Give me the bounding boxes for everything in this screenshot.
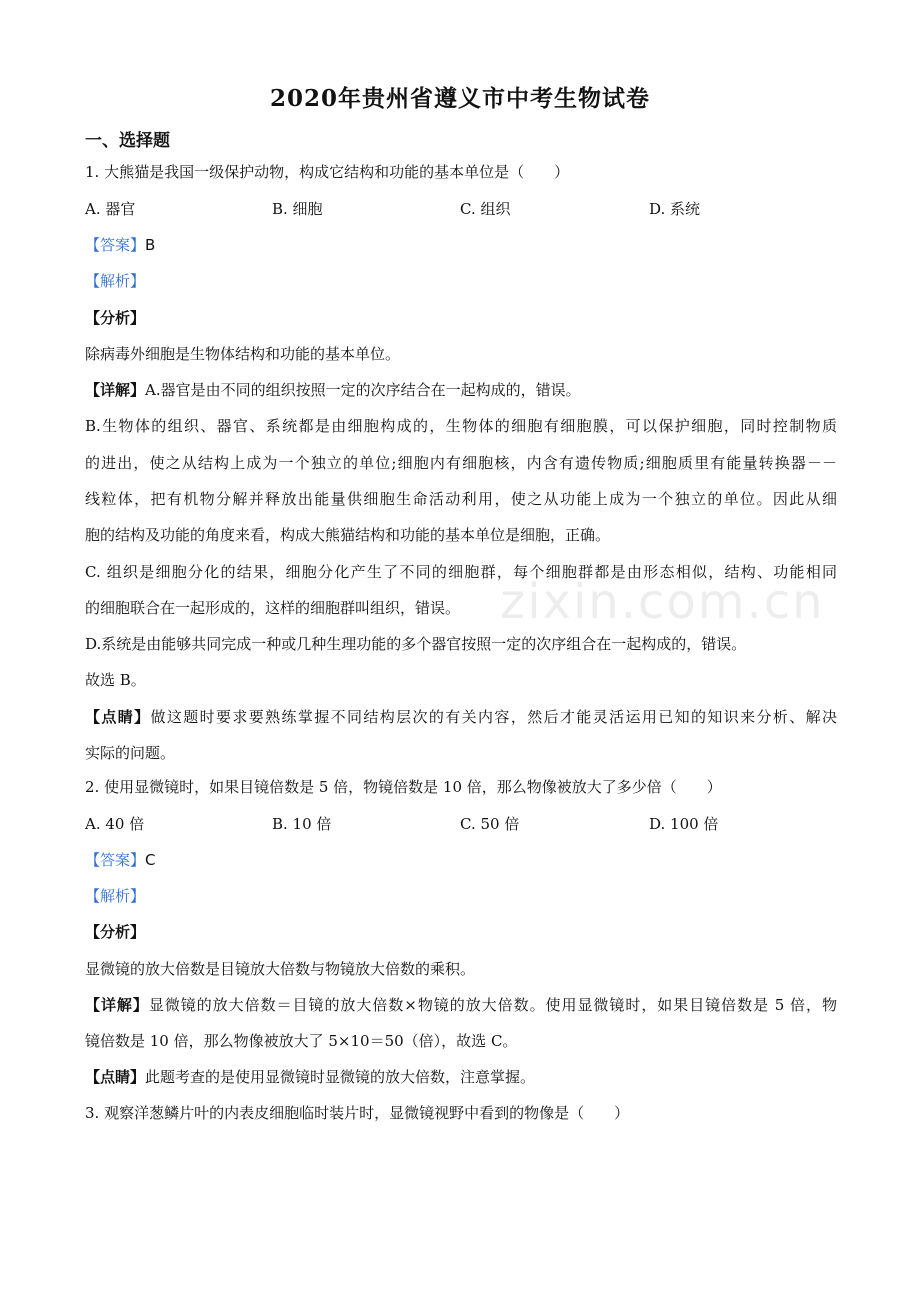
q1-comment-line-1: [85, 706, 837, 728]
q1-option-c: C. 组织: [460, 200, 511, 218]
q2-detail-line-1: [85, 994, 837, 1016]
q1-detail-d: D.系统是由能够共同完成一种或几种生理功能的多个器官按照一定的次序组合在一起构成的，错误。: [85, 635, 747, 653]
q2-option-a: A. 40 倍: [85, 815, 145, 833]
answer-value: B: [145, 236, 156, 254]
q1-detail-c-line-1: C. 组织是细胞分化的结果，细胞分化产生了不同的细胞群，每个细胞群都是由形态相似，结构、功能相同: [85, 563, 837, 581]
q1-fenxi-text: 除病毒外细胞是生物体结构和功能的基本单位。: [85, 345, 401, 363]
comment-label: 【点睛】: [85, 708, 151, 726]
comment-label: 【点睛】: [85, 1068, 146, 1086]
comment-text: 做这题时要求要熟练掌握不同结构层次的有关内容，然后才能灵活运用已知的知识来分析、解决: [150, 708, 837, 726]
q1-detail-b-line-3: 线粒体，把有机物分解并释放出能量供细胞生命活动利用，使之从功能上成为一个独立的单位。因此从细: [85, 490, 837, 508]
q1-detail-b-line-2: 的进出，使之从结构上成为一个独立的单位;细胞内有细胞核，内含有遗传物质;细胞质里有能量转换器－－: [85, 454, 837, 472]
detail-text: A.器官是由不同的组织按照一定的次序结合在一起构成的，错误。: [145, 381, 581, 399]
question-1-stem: 1. 大熊猫是我国一级保护动物，构成它结构和功能的基本单位是（ ）: [85, 163, 570, 181]
q1-answer: [85, 234, 837, 256]
answer-label: 【答案】: [85, 851, 146, 869]
q1-detail-b-line-4: 胞的结构及功能的角度来看，构成大熊猫结构和功能的基本单位是细胞，正确。: [85, 526, 611, 544]
q1-detail-a: [85, 379, 837, 401]
answer-label: 【答案】: [85, 236, 146, 254]
q1-option-a: A. 器官: [85, 200, 136, 218]
q1-choose: 故选 B。: [85, 671, 146, 689]
q2-option-d: D. 100 倍: [649, 815, 719, 833]
question-3-stem: 3. 观察洋葱鳞片叶的内表皮细胞临时装片时，显微镜视野中看到的物像是（ ）: [85, 1104, 630, 1122]
answer-value: C: [145, 851, 156, 869]
q2-fenxi-label: 【分析】: [85, 923, 146, 941]
q1-option-d: D. 系统: [649, 200, 701, 218]
q2-option-b: B. 10 倍: [272, 815, 332, 833]
comment-text: 此题考查的是使用显微镜时显微镜的放大倍数，注意掌握。: [145, 1068, 536, 1086]
q1-fenxi-label: 【分析】: [85, 309, 146, 327]
q1-option-b: B. 细胞: [272, 200, 323, 218]
q1-comment-line-2: 实际的问题。: [85, 744, 176, 762]
q2-comment: [85, 1066, 837, 1088]
section-heading: 一、选择题: [85, 131, 170, 151]
question-2-stem: 2. 使用显微镜时，如果目镜倍数是 5 倍，物镜倍数是 10 倍，那么物像被放大了多少倍（ ）: [85, 778, 722, 796]
watermark: zixin.com.cn: [500, 574, 825, 630]
detail-label: 【详解】: [85, 381, 146, 399]
q2-fenxi-text: 显微镜的放大倍数是目镜放大倍数与物镜放大倍数的乘积。: [85, 960, 476, 978]
q2-detail-line-2: 镜倍数是 10 倍，那么物像被放大了 5×10＝50（倍），故选 C。: [85, 1032, 518, 1050]
q1-detail-c-line-2: 的细胞联合在一起形成的，这样的细胞群叫组织，错误。: [85, 599, 461, 617]
q2-analysis-label: 【解析】: [85, 887, 146, 905]
detail-text: 显微镜的放大倍数＝目镜的放大倍数×物镜的放大倍数。使用显微镜时，如果目镜倍数是 5 倍，物: [148, 996, 837, 1014]
q1-detail-b-line-1: B.生物体的组织、器官、系统都是由细胞构成的，生物体的细胞有细胞膜，可以保护细胞，同时控制物质: [85, 417, 837, 435]
page-title: 2020年贵州省遵义市中考生物试卷: [269, 85, 650, 112]
q1-analysis-label: 【解析】: [85, 272, 146, 290]
detail-label: 【详解】: [85, 996, 149, 1014]
q2-option-c: C. 50 倍: [460, 815, 520, 833]
q2-answer: [85, 849, 837, 871]
